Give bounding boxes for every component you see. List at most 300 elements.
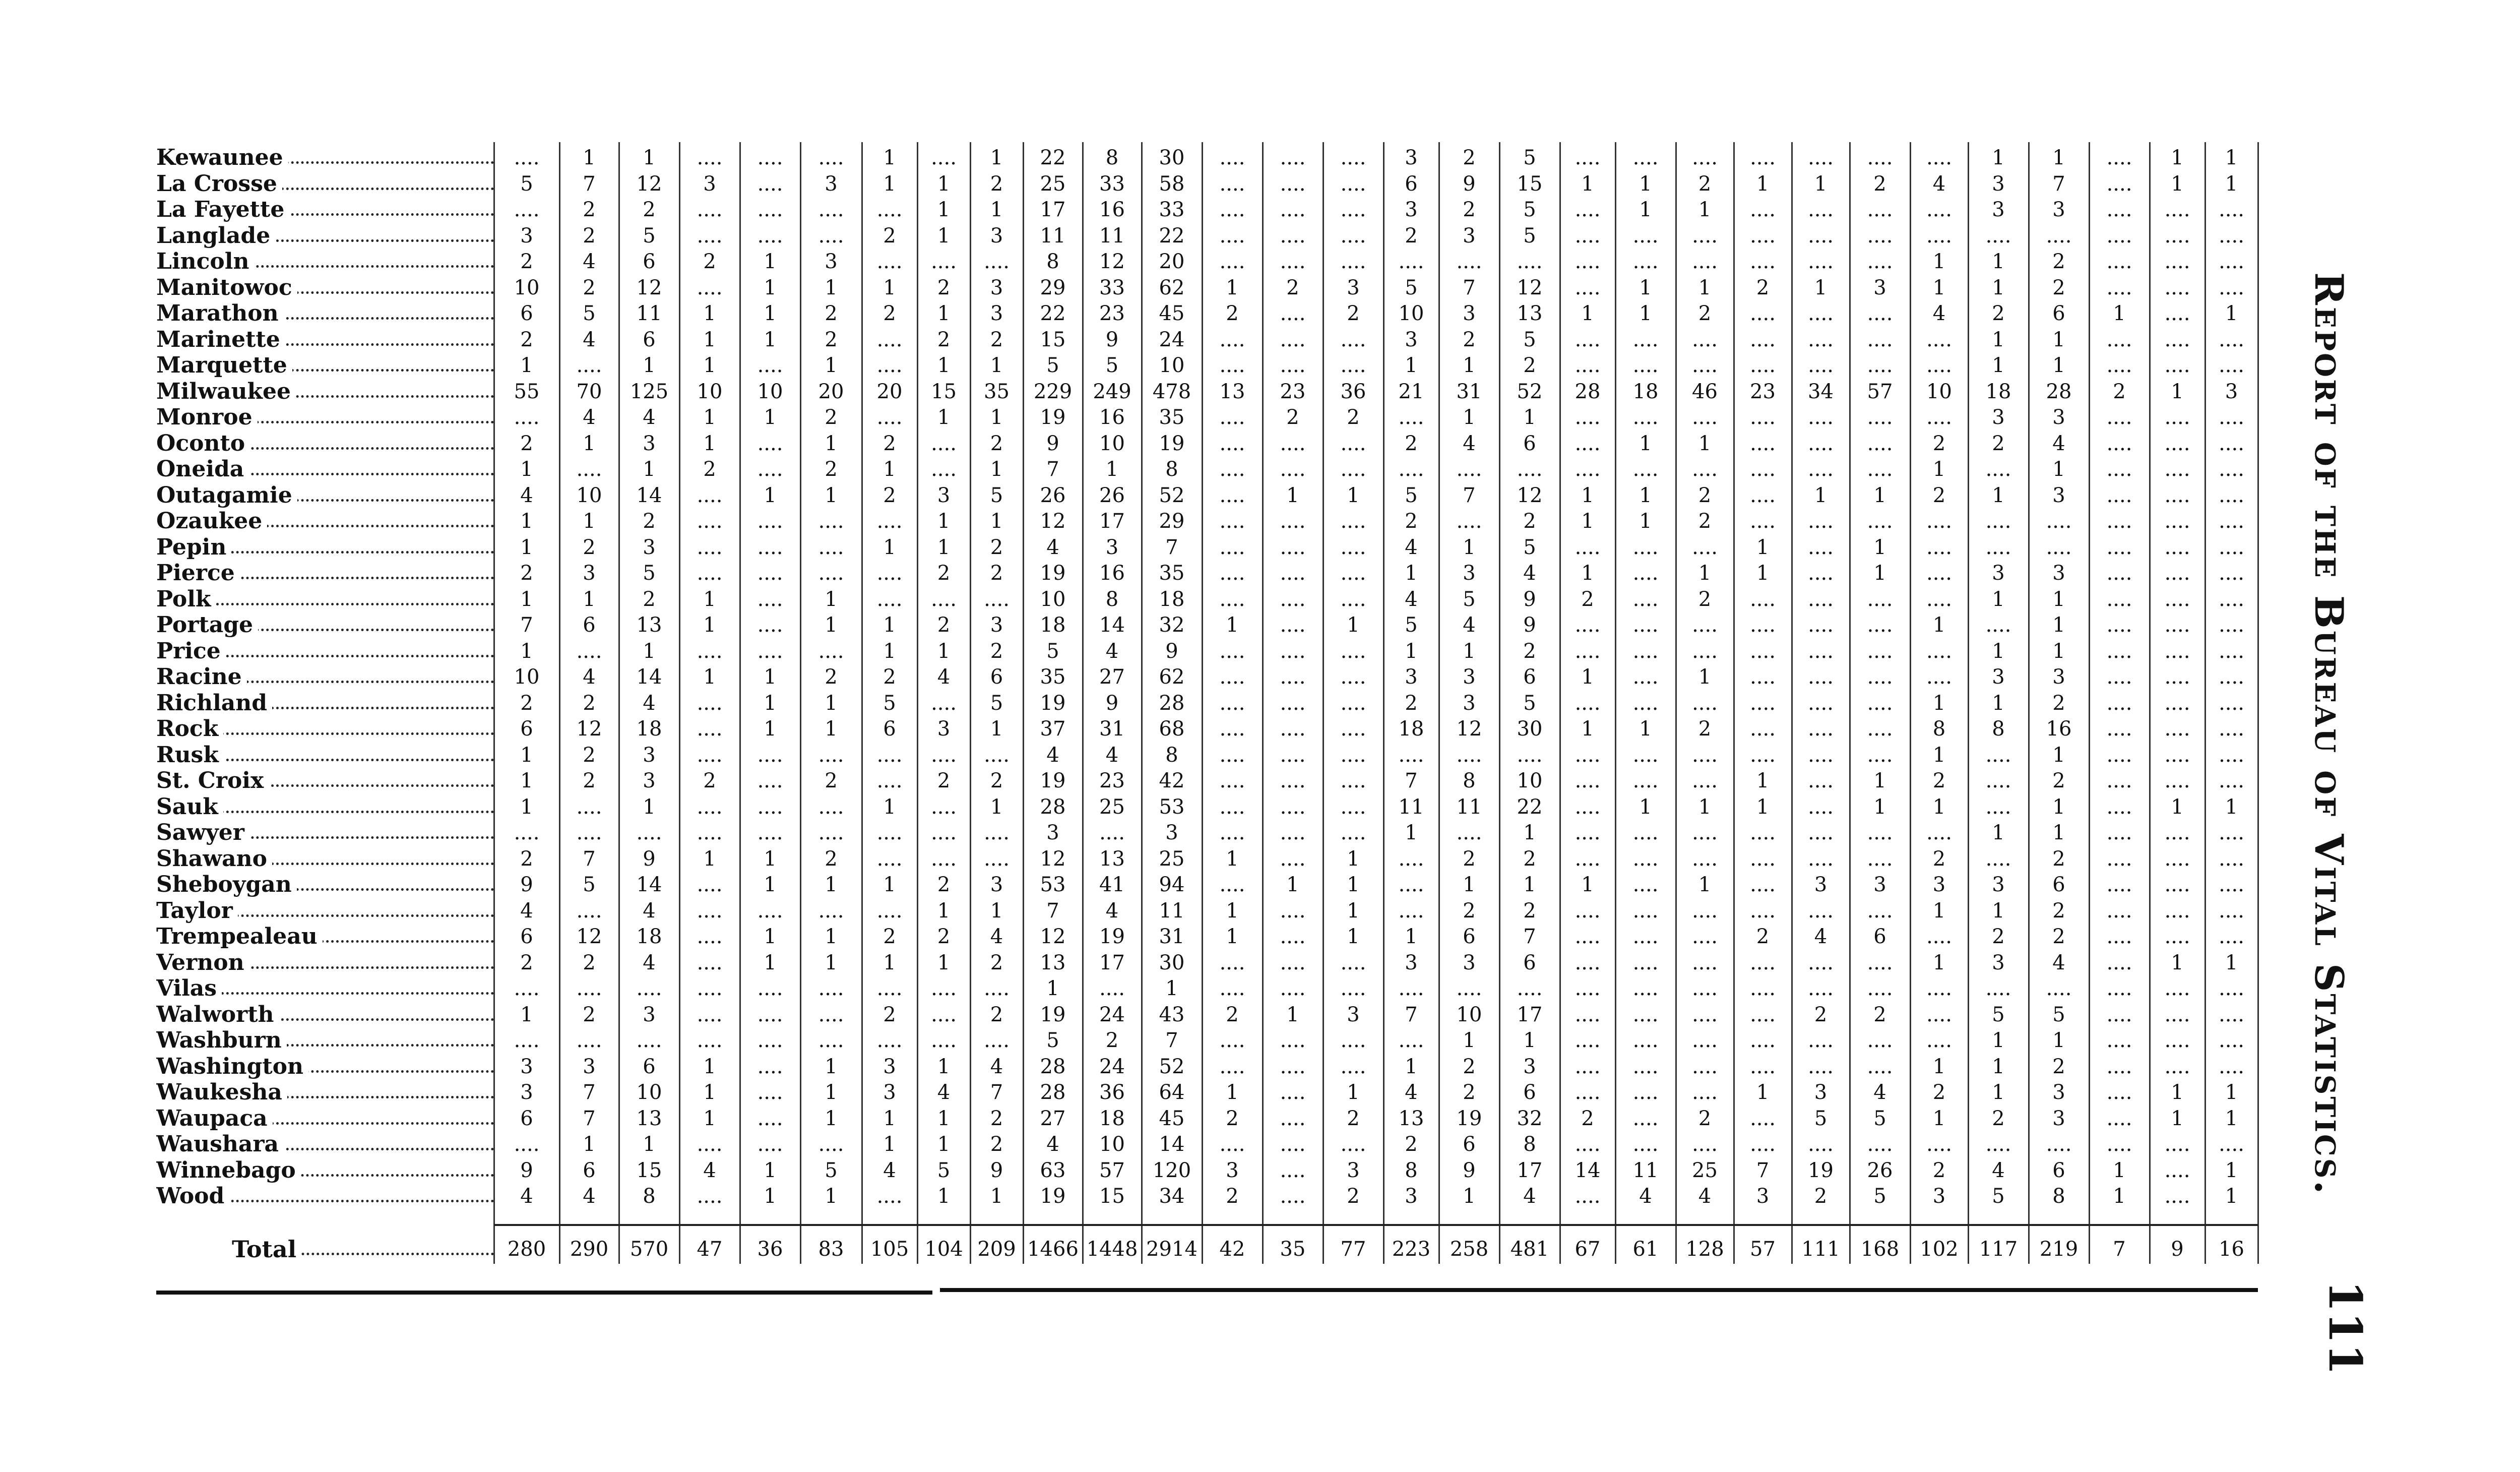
table-cell: 18 [636, 925, 662, 948]
table-cell: 6 [1523, 665, 1536, 689]
table-cell: 2 [990, 951, 1003, 974]
table-cell: 1 [2052, 588, 2065, 611]
table-cell: 1 [1992, 146, 2005, 169]
table-cell: .... [2046, 1133, 2072, 1156]
table-row-label [156, 898, 494, 924]
total-cell: 1466 [1027, 1238, 1079, 1261]
table-cell: 1 [1463, 1029, 1476, 1052]
table-cell: 1 [1698, 432, 1712, 455]
table-cell: .... [1867, 717, 1893, 741]
table-cell: 1 [583, 510, 596, 533]
table-cell: .... [2164, 873, 2190, 896]
table-cell: .... [1692, 1081, 1718, 1104]
table-cell: .... [1398, 744, 1424, 767]
total-cell: 223 [1392, 1238, 1431, 1261]
table-cell: .... [1808, 146, 1834, 169]
table-cell: .... [1574, 224, 1601, 248]
table-cell: .... [1808, 510, 1834, 533]
table-cell: 2 [1698, 172, 1712, 196]
table-cell: 4 [583, 406, 596, 429]
table-cell: .... [1808, 432, 1834, 455]
table-cell: .... [2106, 1029, 2132, 1052]
county-name: Price [156, 639, 226, 664]
table-cell: 5 [583, 302, 596, 325]
table-cell: 3 [643, 1003, 656, 1026]
table-cell: 1 [1405, 640, 1418, 663]
table-cell: .... [697, 977, 723, 1000]
table-row-label [156, 743, 494, 768]
table-cell: .... [2219, 562, 2244, 585]
table-cell: 1 [2052, 614, 2065, 637]
table-cell: .... [514, 1133, 540, 1156]
table-cell: 22 [1040, 146, 1066, 169]
table-cell: .... [1808, 458, 1834, 481]
table-cell: .... [2106, 536, 2132, 559]
table-cell: .... [1632, 354, 1659, 377]
table-cell: 1 [2052, 821, 2065, 844]
table-cell: 8 [643, 1185, 656, 1208]
table-cell: 2 [2113, 380, 2126, 403]
table-cell: .... [697, 795, 723, 819]
table-cell: 8 [1105, 588, 1119, 611]
table-cell: 1 [703, 847, 716, 871]
total-cell: 77 [1340, 1238, 1366, 1261]
table-cell: 2 [703, 250, 716, 273]
table-cell: .... [1398, 977, 1424, 1000]
table-cell: .... [1867, 432, 1893, 455]
table-cell: .... [931, 146, 957, 169]
county-name: Richland [156, 691, 272, 716]
table-cell: 3 [1992, 665, 2005, 689]
table-cell: 2 [1698, 302, 1712, 325]
table-cell: .... [697, 692, 723, 715]
table-cell: .... [1280, 458, 1306, 481]
table-cell: .... [818, 562, 844, 585]
table-cell: 1 [643, 640, 656, 663]
table-cell: .... [2219, 328, 2244, 351]
table-cell: 8 [1523, 1133, 1536, 1156]
table-cell: 1 [2225, 795, 2238, 819]
table-cell: 1 [1463, 536, 1476, 559]
table-cell: .... [1808, 821, 1834, 844]
table-cell: 1 [937, 224, 951, 248]
table-cell: .... [876, 899, 903, 923]
table-cell: .... [697, 951, 723, 974]
table-cell: .... [1867, 899, 1893, 923]
table-cell: .... [1867, 354, 1893, 377]
county-name: Racine [156, 664, 247, 690]
table-cell: .... [1280, 1081, 1306, 1104]
table-cell: .... [2219, 821, 2244, 844]
table-cell: .... [1280, 302, 1306, 325]
table-cell: .... [1750, 146, 1776, 169]
table-cell: .... [2219, 977, 2244, 1000]
table-cell: 34 [1808, 380, 1834, 403]
table-cell: 4 [990, 1055, 1003, 1078]
table-cell: .... [2219, 769, 2244, 792]
table-cell: 3 [1347, 1003, 1360, 1026]
table-cell: .... [984, 821, 1010, 844]
table-cell: .... [2106, 406, 2132, 429]
table-cell: 30 [1159, 951, 1185, 974]
table-cell: 1 [764, 665, 777, 689]
table-cell: 7 [1523, 925, 1536, 948]
table-cell: 35 [1159, 562, 1185, 585]
table-cell: 1 [1523, 1029, 1536, 1052]
table-cell: .... [2164, 276, 2190, 299]
table-cell: .... [1574, 328, 1601, 351]
total-cell: 36 [757, 1238, 783, 1261]
table-cell: .... [2164, 484, 2190, 507]
table-cell: 1 [1932, 1055, 1946, 1078]
table-cell: 3 [520, 1081, 533, 1104]
table-cell: 14 [1099, 614, 1125, 637]
table-cell: .... [1632, 899, 1659, 923]
table-cell: .... [1867, 744, 1893, 767]
table-cell: 1 [1226, 614, 1239, 637]
county-name: Marinette [156, 327, 285, 352]
table-cell: 1 [1873, 562, 1886, 585]
table-cell: 2 [990, 328, 1003, 351]
table-cell: .... [697, 744, 723, 767]
table-cell: 1 [643, 795, 656, 819]
table-cell: 5 [1992, 1185, 2005, 1208]
table-row-label [156, 535, 494, 560]
table-cell: .... [1985, 1133, 2011, 1156]
total-cell: 128 [1685, 1238, 1724, 1261]
table-cell: .... [1750, 302, 1776, 325]
table-cell: .... [2164, 717, 2190, 741]
table-cell: .... [757, 146, 783, 169]
table-cell: 5 [1046, 640, 1059, 663]
table-cell: 1 [883, 1133, 896, 1156]
table-cell: 1 [520, 795, 533, 819]
table-cell: .... [1340, 1055, 1366, 1078]
table-cell: 1 [1226, 276, 1239, 299]
table-cell: 11 [1398, 795, 1424, 819]
table-cell: 41 [1099, 873, 1125, 896]
table-cell: 2 [1463, 198, 1476, 221]
table-cell: .... [2106, 354, 2132, 377]
table-cell: 4 [1639, 1185, 1652, 1208]
table-cell: 1 [1639, 510, 1652, 533]
table-cell: .... [1398, 250, 1424, 273]
table-cell: .... [2219, 744, 2244, 767]
table-cell: 4 [703, 1159, 716, 1182]
table-cell: 1 [990, 406, 1003, 429]
table-cell: .... [1517, 250, 1543, 273]
table-cell: .... [1632, 769, 1659, 792]
table-cell: 10 [757, 380, 783, 403]
table-cell: .... [2164, 328, 2190, 351]
table-cell: .... [1808, 769, 1834, 792]
table-row-label [156, 457, 494, 482]
table-row-label [156, 1158, 494, 1183]
table-cell: 6 [520, 302, 533, 325]
table-cell: 1 [1639, 172, 1652, 196]
table-cell: 16 [1099, 406, 1125, 429]
table-cell: .... [697, 146, 723, 169]
table-cell: 1 [2225, 302, 2238, 325]
table-cell: .... [818, 640, 844, 663]
county-name: Rock [156, 716, 223, 742]
table-cell: 9 [1105, 328, 1119, 351]
table-cell: .... [1574, 795, 1601, 819]
table-cell: 2 [825, 665, 838, 689]
table-cell: .... [1926, 1003, 1952, 1026]
county-name: Vilas [156, 976, 222, 1001]
table-cell: .... [818, 899, 844, 923]
county-name: Walworth [156, 1002, 279, 1027]
table-cell: .... [1692, 250, 1718, 273]
table-cell: .... [2219, 432, 2244, 455]
table-cell: 1 [703, 588, 716, 611]
table-cell: .... [2164, 1133, 2190, 1156]
table-cell: .... [818, 198, 844, 221]
table-cell: 7 [1165, 1029, 1178, 1052]
table-cell: 1 [2225, 1185, 2238, 1208]
table-row-label [156, 327, 494, 352]
total-row-label [232, 1237, 494, 1262]
table-cell: 1 [520, 744, 533, 767]
table-cell: .... [1219, 198, 1245, 221]
table-cell: 6 [1523, 432, 1536, 455]
table-cell: .... [1926, 562, 1952, 585]
table-cell: 2 [1347, 302, 1360, 325]
table-cell: .... [1574, 899, 1601, 923]
table-row-label [156, 1184, 494, 1209]
table-cell: .... [1692, 977, 1718, 1000]
table-cell: 16 [2046, 717, 2072, 741]
table-cell: .... [1280, 717, 1306, 741]
table-cell: .... [757, 1029, 783, 1052]
table-cell: 8 [2052, 1185, 2065, 1208]
table-row-label [156, 483, 494, 508]
table-cell: .... [931, 588, 957, 611]
table-cell: 1 [1405, 562, 1418, 585]
table-cell: .... [1750, 614, 1776, 637]
table-cell: .... [931, 1029, 957, 1052]
table-cell: 2 [1405, 510, 1418, 533]
table-cell: .... [1808, 692, 1834, 715]
table-cell: 2 [1226, 1003, 1239, 1026]
county-name: Washburn [156, 1028, 287, 1053]
table-cell: .... [697, 821, 723, 844]
table-cell: 6 [2052, 1159, 2065, 1182]
table-cell: .... [757, 769, 783, 792]
table-cell: 1 [1932, 1107, 1946, 1130]
table-cell: 1 [1046, 977, 1059, 1000]
table-cell: 2 [990, 562, 1003, 585]
table-cell: 12 [576, 717, 602, 741]
table-cell: .... [1750, 873, 1776, 896]
table-cell: 8 [1046, 250, 1059, 273]
table-cell: .... [2164, 432, 2190, 455]
table-cell: 7 [583, 847, 596, 871]
table-cell: .... [1574, 432, 1601, 455]
table-cell: 45 [1159, 302, 1185, 325]
table-cell: .... [2219, 1055, 2244, 1078]
table-cell: .... [818, 536, 844, 559]
table-cell: .... [2164, 1055, 2190, 1078]
table-cell: 1 [883, 795, 896, 819]
table-cell: .... [1985, 977, 2011, 1000]
table-cell: 3 [990, 276, 1003, 299]
table-cell: .... [876, 821, 903, 844]
table-cell: 1 [1756, 536, 1770, 559]
table-cell: 1 [990, 354, 1003, 377]
table-cell: .... [2219, 458, 2244, 481]
total-cell: 105 [870, 1238, 909, 1261]
table-row-label [156, 405, 494, 430]
table-cell: .... [931, 458, 957, 481]
table-cell: 7 [1405, 1003, 1418, 1026]
table-cell: 17 [1517, 1003, 1543, 1026]
table-cell: .... [2219, 536, 2244, 559]
table-cell: .... [1985, 795, 2011, 819]
table-cell: 2 [1932, 769, 1946, 792]
table-cell: 1 [703, 354, 716, 377]
table-cell: 3 [1873, 276, 1886, 299]
table-cell: .... [1692, 1133, 1718, 1156]
table-cell: 3 [1992, 873, 2005, 896]
table-cell: .... [757, 821, 783, 844]
table-cell: 2 [990, 769, 1003, 792]
table-cell: 1 [520, 536, 533, 559]
table-cell: 1 [764, 925, 777, 948]
table-cell: .... [1808, 1055, 1834, 1078]
table-row-label [156, 1054, 494, 1079]
table-cell: .... [1867, 302, 1893, 325]
total-cell: 290 [570, 1238, 609, 1261]
table-cell: 1 [1992, 276, 2005, 299]
table-cell: 94 [1159, 873, 1185, 896]
table-cell: 14 [636, 873, 662, 896]
table-cell: .... [818, 744, 844, 767]
table-cell: 35 [1159, 406, 1185, 429]
table-cell: 4 [1698, 1185, 1712, 1208]
table-cell: 7 [583, 172, 596, 196]
table-cell: .... [1280, 744, 1306, 767]
table-cell: 1 [764, 847, 777, 871]
table-cell: 1 [1347, 925, 1360, 948]
table-cell: 11 [1456, 795, 1482, 819]
table-cell: 1 [2113, 302, 2126, 325]
table-cell: 1 [1405, 821, 1418, 844]
table-cell: 2 [883, 665, 896, 689]
table-cell: .... [984, 250, 1010, 273]
table-cell: 2 [520, 250, 533, 273]
county-name: Waukesha [156, 1080, 287, 1105]
table-cell: .... [636, 821, 662, 844]
table-cell: .... [1692, 536, 1718, 559]
table-cell: .... [1574, 1081, 1601, 1104]
table-cell: .... [1219, 821, 1245, 844]
table-cell: 1 [1992, 484, 2005, 507]
table-cell: .... [1985, 744, 2011, 767]
table-cell: 1 [1581, 510, 1594, 533]
table-cell: 1 [1581, 302, 1594, 325]
table-cell: .... [1750, 588, 1776, 611]
table-cell: 3 [1405, 328, 1418, 351]
table-cell: .... [1808, 717, 1834, 741]
table-cell: 9 [1523, 614, 1536, 637]
table-cell: 2 [2052, 250, 2065, 273]
table-cell: 2 [1581, 1107, 1594, 1130]
table-cell: .... [984, 588, 1010, 611]
table-cell: .... [1632, 665, 1659, 689]
table-cell: .... [1632, 951, 1659, 974]
table-cell: 3 [1992, 951, 2005, 974]
table-cell: 3 [937, 484, 951, 507]
county-name: Milwaukee [156, 379, 296, 404]
table-cell: 18 [636, 717, 662, 741]
table-cell: 9 [1463, 172, 1476, 196]
table-cell: .... [514, 977, 540, 1000]
table-cell: .... [1280, 510, 1306, 533]
table-cell: 1 [1756, 1081, 1770, 1104]
table-cell: 11 [1040, 224, 1066, 248]
county-name: Trempealeau [156, 924, 323, 949]
table-cell: .... [636, 1029, 662, 1052]
table-cell: .... [2164, 250, 2190, 273]
table-cell: .... [2106, 276, 2132, 299]
table-cell: 1 [764, 951, 777, 974]
table-cell: 1 [883, 458, 896, 481]
table-cell: .... [1219, 744, 1245, 767]
table-cell: 1 [1698, 276, 1712, 299]
table-cell: 6 [520, 717, 533, 741]
table-cell: .... [1219, 562, 1245, 585]
table-cell: 3 [1873, 873, 1886, 896]
table-cell: 4 [1105, 899, 1119, 923]
table-cell: 21 [1398, 380, 1424, 403]
table-cell: .... [514, 1029, 540, 1052]
table-cell: .... [757, 198, 783, 221]
table-cell: 1 [703, 665, 716, 689]
table-cell: 2 [1405, 692, 1418, 715]
table-cell: 1 [1347, 899, 1360, 923]
table-cell: .... [2164, 640, 2190, 663]
table-cell: .... [757, 1003, 783, 1026]
table-cell: 1 [2113, 1185, 2126, 1208]
table-cell: .... [697, 1185, 723, 1208]
table-cell: .... [1219, 873, 1245, 896]
table-cell: .... [1926, 146, 1952, 169]
table-cell: .... [1926, 1133, 1952, 1156]
table-cell: 1 [825, 614, 838, 637]
table-cell: 3 [990, 873, 1003, 896]
table-cell: 1 [1932, 276, 1946, 299]
table-cell: 7 [1463, 484, 1476, 507]
table-cell: .... [984, 977, 1010, 1000]
table-row-label [156, 820, 494, 845]
table-cell: .... [1632, 146, 1659, 169]
table-cell: .... [1219, 1133, 1245, 1156]
table-cell: .... [876, 1029, 903, 1052]
table-cell: .... [931, 432, 957, 455]
table-cell: .... [1750, 951, 1776, 974]
table-cell: 1 [583, 432, 596, 455]
table-cell: .... [1219, 536, 1245, 559]
table-cell: 1 [2171, 1107, 2184, 1130]
table-cell: 10 [576, 484, 602, 507]
table-cell: .... [1632, 614, 1659, 637]
table-cell: .... [757, 614, 783, 637]
table-cell: .... [1340, 224, 1366, 248]
table-cell: .... [1099, 977, 1125, 1000]
county-name: Taylor [156, 898, 238, 924]
